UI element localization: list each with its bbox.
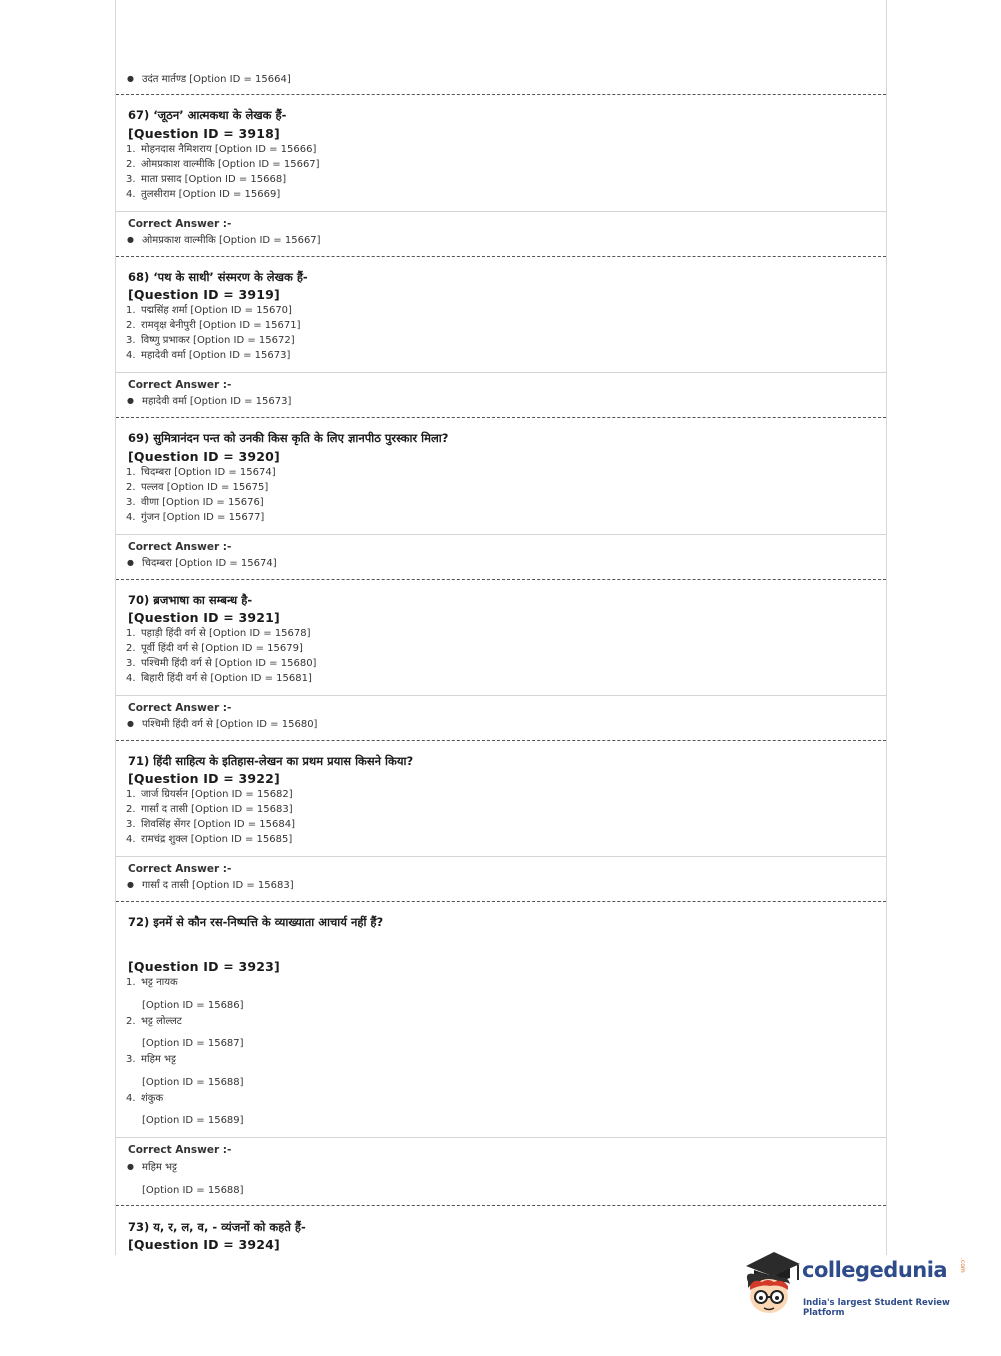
option-item: 1. चिदम्बरा [Option ID = 15674] bbox=[126, 467, 276, 478]
option-item: 4. गुंजन [Option ID = 15677] bbox=[126, 512, 265, 523]
question-divider bbox=[116, 256, 886, 257]
answer-item: ● उदंत मार्तण्ड [Option ID = 15664] bbox=[127, 74, 291, 85]
answer-separator bbox=[116, 211, 886, 212]
option-item: 2. भट्ट लोल्लट bbox=[126, 1016, 182, 1027]
option-item: 4. बिहारी हिंदी वर्ग से [Option ID = 15681] bbox=[126, 673, 312, 684]
answer-separator bbox=[116, 534, 886, 535]
question-id: [Question ID = 3920] bbox=[128, 449, 280, 464]
question-title: 72) इनमें से कौन रस-निष्पत्ति के व्याख्याता आचार्य नहीं हैं? bbox=[128, 915, 384, 929]
option-item: 4. तुलसीराम [Option ID = 15669] bbox=[126, 189, 281, 200]
option-id: [Option ID = 15689] bbox=[142, 1115, 244, 1126]
collegedunia-logo bbox=[740, 1246, 972, 1320]
option-item: 2. गार्सां द तासी [Option ID = 15683] bbox=[126, 804, 293, 815]
question-divider bbox=[116, 740, 886, 741]
answer-separator bbox=[116, 372, 886, 373]
answer-separator bbox=[116, 695, 886, 696]
answer-item: ● महादेवी वर्मा [Option ID = 15673] bbox=[127, 396, 292, 407]
correct-answer-label: Correct Answer :- bbox=[128, 863, 232, 875]
logo-wordmark: collegedunia bbox=[802, 1258, 948, 1282]
answer-item: ● ओमप्रकाश वाल्मीकि [Option ID = 15667] bbox=[127, 235, 321, 246]
question-title: 71) हिंदी साहित्य के इतिहास-लेखन का प्रथम प्रयास किसने किया? bbox=[128, 754, 414, 768]
option-item: 1. भट्ट नायक bbox=[126, 977, 178, 988]
logo-domain: .com bbox=[959, 1258, 966, 1273]
answer-item: ● चिदम्बरा [Option ID = 15674] bbox=[127, 558, 277, 569]
question-divider bbox=[116, 1205, 886, 1206]
option-id: [Option ID = 15688] bbox=[142, 1077, 244, 1088]
question-divider bbox=[116, 901, 886, 902]
option-item: 4. रामचंद्र शुक्ल [Option ID = 15685] bbox=[126, 834, 293, 845]
option-item: 3. विष्णु प्रभाकर [Option ID = 15672] bbox=[126, 335, 295, 346]
question-title: 68) ‘पथ के साथी’ संस्मरण के लेखक हैं- bbox=[128, 270, 308, 284]
option-id: [Option ID = 15687] bbox=[142, 1038, 244, 1049]
option-item: 4. महादेवी वर्मा [Option ID = 15673] bbox=[126, 350, 291, 361]
question-divider bbox=[116, 417, 886, 418]
bullet-icon: ● bbox=[127, 396, 134, 405]
bullet-icon: ● bbox=[127, 880, 134, 889]
option-item: 2. पल्लव [Option ID = 15675] bbox=[126, 482, 269, 493]
bullet-icon: ● bbox=[127, 719, 134, 728]
question-divider bbox=[116, 579, 886, 580]
question-title: 67) ‘जूठन’ आत्मकथा के लेखक हैं- bbox=[128, 108, 287, 122]
question-id: [Question ID = 3922] bbox=[128, 771, 280, 786]
answer-item: ● महिम भट्ट bbox=[127, 1162, 177, 1173]
bullet-icon: ● bbox=[127, 74, 134, 83]
logo-tagline: India's largest Student Review Platform bbox=[803, 1298, 950, 1318]
option-item: 3. पश्चिमी हिंदी वर्ग से [Option ID = 15680] bbox=[126, 658, 317, 669]
question-id: [Question ID = 3921] bbox=[128, 610, 280, 625]
option-item: 3. महिम भट्ट bbox=[126, 1054, 176, 1065]
option-item: 3. वीणा [Option ID = 15676] bbox=[126, 497, 264, 508]
correct-answer-label: Correct Answer :- bbox=[128, 1144, 232, 1156]
question-id: [Question ID = 3924] bbox=[128, 1237, 280, 1252]
correct-answer-label: Correct Answer :- bbox=[128, 702, 232, 714]
option-item: 1. मोहनदास नैमिशराय [Option ID = 15666] bbox=[126, 144, 317, 155]
option-item: 1. पहाड़ी हिंदी वर्ग से [Option ID = 15678] bbox=[126, 628, 311, 639]
mascot-icon bbox=[740, 1246, 802, 1318]
correct-answer-label: Correct Answer :- bbox=[128, 541, 232, 553]
question-divider bbox=[116, 94, 886, 95]
option-id: [Option ID = 15686] bbox=[142, 1000, 244, 1011]
question-id: [Question ID = 3919] bbox=[128, 287, 280, 302]
question-title: 70) ब्रजभाषा का सम्बन्ध है- bbox=[128, 593, 253, 607]
option-id: [Option ID = 15688] bbox=[142, 1185, 244, 1196]
correct-answer-label: Correct Answer :- bbox=[128, 379, 232, 391]
option-item: 2. पूर्वी हिंदी वर्ग से [Option ID = 15679] bbox=[126, 643, 303, 654]
option-item: 1. जार्ज ग्रियर्सन [Option ID = 15682] bbox=[126, 789, 293, 800]
bullet-icon: ● bbox=[127, 1162, 134, 1171]
answer-item: ● गार्सां द तासी [Option ID = 15683] bbox=[127, 880, 294, 891]
option-item: 2. ओमप्रकाश वाल्मीकि [Option ID = 15667] bbox=[126, 159, 320, 170]
option-item: 4. शंकुक bbox=[126, 1093, 164, 1104]
question-title: 73) य, र, ल, व, - व्यंजनों को कहते हैं- bbox=[128, 1220, 306, 1234]
question-paper-page bbox=[115, 0, 887, 1255]
option-item: 1. पद्मसिंह शर्मा [Option ID = 15670] bbox=[126, 305, 292, 316]
bullet-icon: ● bbox=[127, 235, 134, 244]
option-item: 3. शिवसिंह सेंगर [Option ID = 15684] bbox=[126, 819, 296, 830]
answer-item: ● पश्चिमी हिंदी वर्ग से [Option ID = 15680] bbox=[127, 719, 318, 730]
option-item: 2. रामवृक्ष बेनीपुरी [Option ID = 15671] bbox=[126, 320, 301, 331]
question-id: [Question ID = 3923] bbox=[128, 959, 280, 974]
question-id: [Question ID = 3918] bbox=[128, 126, 280, 141]
correct-answer-label: Correct Answer :- bbox=[128, 218, 232, 230]
question-title: 69) सुमित्रानंदन पन्त को उनकी किस कृति के लिए ज्ञानपीठ पुरस्कार मिला? bbox=[128, 431, 449, 445]
answer-separator bbox=[116, 1137, 886, 1138]
answer-separator bbox=[116, 856, 886, 857]
option-item: 3. माता प्रसाद [Option ID = 15668] bbox=[126, 174, 287, 185]
bullet-icon: ● bbox=[127, 558, 134, 567]
